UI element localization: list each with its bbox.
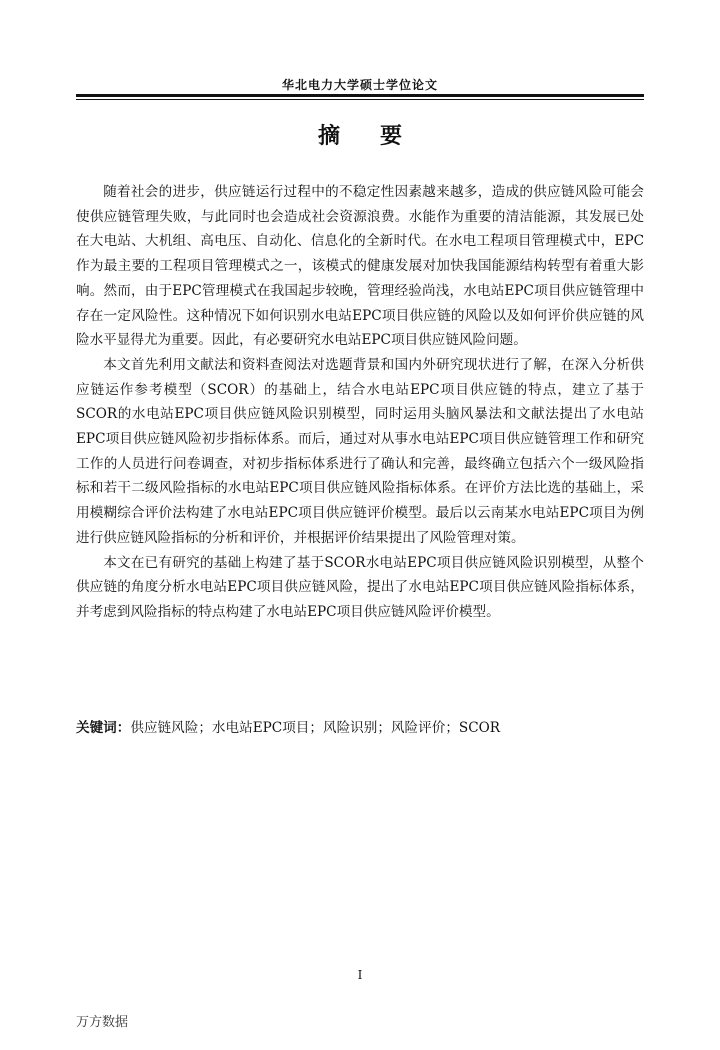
abstract-title: 摘要 [317,124,442,149]
abstract-body [76,180,644,625]
keywords-line [76,716,644,740]
page-number: I [357,968,363,982]
keywords-label: 关键词： [76,720,131,736]
header-rule-thick [76,94,644,97]
abstract-paragraph-2: 本文首先利用文献法和资料查阅法对选题背景和国内外研究现状进行了解，在深入分析供应链运作参考模型（SCOR）的基础上，结合水电站EPC项目供应链的特点，建立了基于SCOR的水电站EPC项目供应链风险识别模型，同时运用头脑风暴法和文献法提出了水电站EPC项目供应链风险初步指标体系。而后，通过对从事水电站EPC项目供应链管理工作和研究工作的人员进行问卷调查，对初步指标体系进行了确认和完善，最终确立包括六个一级风险指标和若干二级风险指标的水电站EPC项目供应链风险指标体系。在评价方法比选的基础上，采用模糊综合评价法构建了水电站EPC项目供应链评价模型。最后以云南某水电站EPC项目为例进行供应链风险指标的分析和评价，并根据评价结果提出了风险管理对策。 [76,356,644,546]
abstract-paragraph-1: 随着社会的进步，供应链运行过程中的不稳定性因素越来越多，造成的供应链风险可能会使供应链管理失败，与此同时也会造成社会资源浪费。水能作为重要的清洁能源，其发展已处在大电站、大机组、高电压、自动化、信息化的全新时代。在水电工程项目管理模式中，EPC作为最主要的工程项目管理模式之一，该模式的健康发展对加快我国能源结构转型有着重大影响。然而，由于EPC管理模式在我国起步较晚，管理经验尚浅，水电站EPC项目供应链管理中存在一定风险性。这种情况下如何识别水电站EPC项目供应链的风险以及如何评价供应链的风险水平显得尤为重要。因此，有必要研究水电站EPC项目供应链风险问题。 [76,184,644,349]
abstract-paragraph-3: 本文在已有研究的基础上构建了基于SCOR水电站EPC项目供应链风险识别模型，从整个供应链的角度分析水电站EPC项目供应链风险，提出了水电站EPC项目供应链风险指标体系，并考虑到风险指标的特点构建了水电站EPC项目供应链风险评价模型。 [76,554,644,620]
header-rule-thin [76,99,644,100]
watermark: 万方数据 [76,1015,129,1030]
running-header: 华北电力大学硕士学位论文 [281,78,438,92]
keywords-text: 供应链风险；水电站EPC项目；风险识别；风险评价；SCOR [130,720,500,736]
